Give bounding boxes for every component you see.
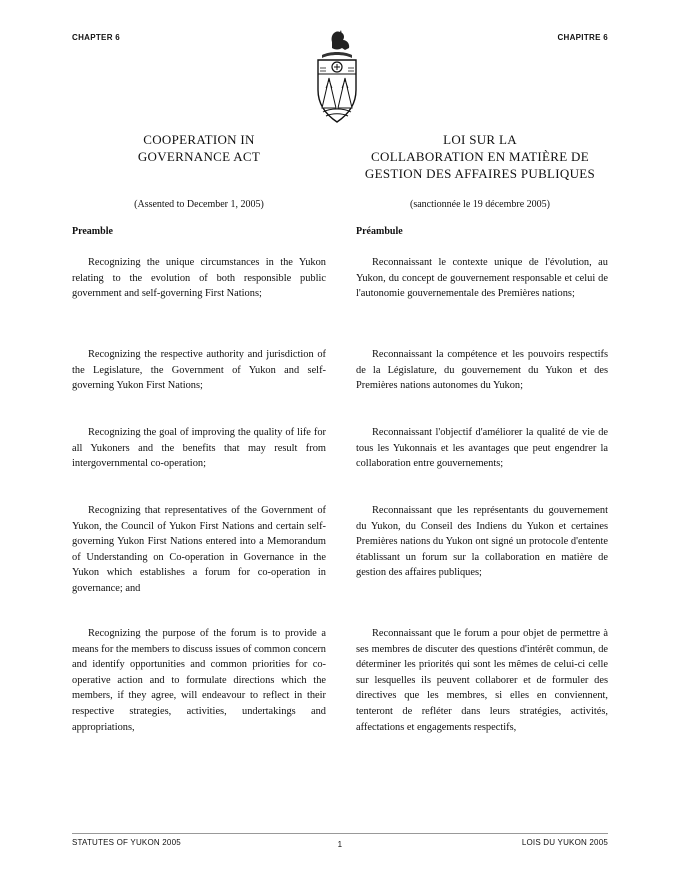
paragraph-fr [356,503,608,581]
act-title-fr-line: LOI SUR LA [443,132,517,147]
footer-statutes-fr: LOIS DU YUKON 2005 [521,838,608,847]
coat-of-arms-icon [312,28,362,124]
preamble-heading-en: Preamble [72,226,113,237]
act-title-en-line: COOPERATION IN [143,132,255,147]
page-number: 1 [337,840,343,849]
paragraph-en [72,626,326,735]
paragraph-text: Recognizing the goal of improving the quality of life for all Yukoners and the benefits that may result from intergovernmental co-operation; [72,427,326,470]
paragraph-text: Reconnaissant l'objectif d'améliorer la qualité de vie de tous les Yukonnais et les avantages que peut engendrer la collaboration entre gouvernements; [356,427,608,470]
paragraph-text: Reconnaissant que le forum a pour objet de permettre à ses membres de discuter des questions d'intérêt commun, de déterminer les priorités qui sont les mêmes de celui-ci celle sur lesquelles ils peuvent collaborer et de formuler des directives que les membres, si elles en conviennent, tenteront de refléter dans leurs stratégies, activités, affectations et engagements respectifs, [356,628,608,733]
paragraph-en [72,347,326,394]
chapter-label-fr: CHAPITRE 6 [557,33,608,42]
paragraph-en [72,425,326,472]
paragraph-text: Recognizing the unique circumstances in the Yukon relating to the evolution of both responsible public government and self-governing First Nations; [72,257,326,300]
paragraph-fr [356,347,608,394]
paragraph-text: Reconnaissant que les représentants du gouvernement du Yukon, du Conseil des Indiens du Yukon et certaines Premières nations du Yukon ont signé un protocole d'entente établissant un forum sur la collaboration en matière de gestion des affaires publiques; [356,505,608,579]
paragraph-text: Recognizing the purpose of the forum is to provide a means for the members to discuss issues of common concern and identify opportunities and common priorities for co-operative action and to formulate directions which the members, if they agree, will endeavour to reflect in their respective strategies, activities, undertakings and appropriations, [72,628,326,733]
footer-statutes-en: STATUTES OF YUKON 2005 [72,838,181,847]
assent-date-en: (Assented to December 1, 2005) [134,199,264,210]
paragraph-en [72,503,326,597]
act-title-fr-line: GESTION DES AFFAIRES PUBLIQUES [364,166,596,181]
paragraph-fr [356,255,608,302]
act-title-en-line: GOVERNANCE ACT [137,149,261,164]
assent-date-fr: (sanctionnée le 19 décembre 2005) [410,199,550,210]
chapter-label-en: CHAPTER 6 [72,33,121,42]
footer-divider [72,833,608,834]
paragraph-text: Recognizing the respective authority and jurisdiction of the Legislature, the Government of Yukon and self-governing Yukon First Nations; [72,349,326,392]
paragraph-text: Reconnaissant le contexte unique de l'évolution, au Yukon, du concept de gouvernement responsable et celui de l'autonomie gouvernementale des Premières nations; [356,257,608,300]
preamble-heading-fr: Préambule [356,226,403,237]
act-title-en [72,131,326,165]
paragraph-fr [356,626,608,735]
paragraph-text: Recognizing that representatives of the Government of Yukon, the Council of Yukon First Nations and certain self-governing Yukon First Nations entered into a Memorandum of Understanding on Co-operation in Governance in the Yukon which establishes a forum for co-operation in governance; and [72,505,326,594]
act-title-fr [352,131,608,182]
paragraph-text: Reconnaissant la compétence et les pouvoirs respectifs de la Législature, du gouvernement du Yukon et des Premières nations autonomes du Yukon; [356,349,608,392]
paragraph-en [72,255,326,302]
paragraph-fr [356,425,608,472]
act-title-fr-line: COLLABORATION EN MATIÈRE DE [371,149,589,164]
